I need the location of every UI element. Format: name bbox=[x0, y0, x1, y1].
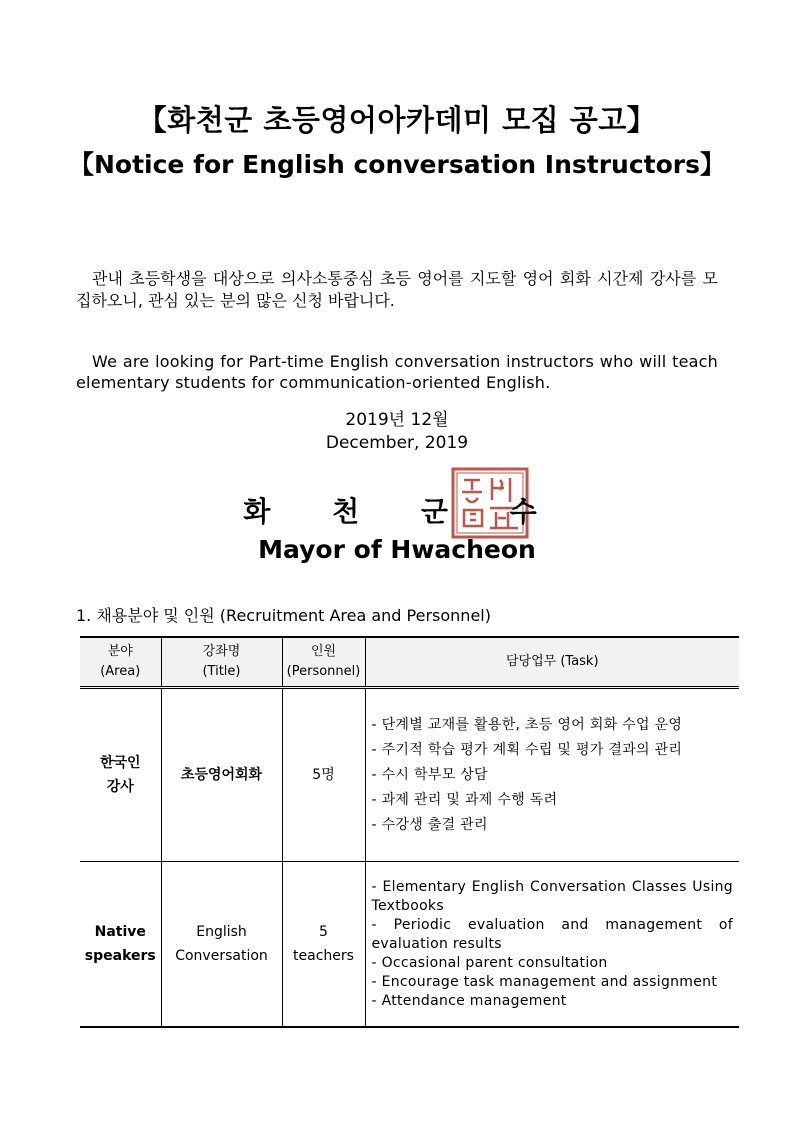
task-item: - 주기적 학습 평가 계획 수립 및 평가 결과의 관리 bbox=[371, 741, 683, 758]
issuer-korean: 화 천 군 수 bbox=[243, 495, 563, 528]
cell-personnel-line: 5명 bbox=[312, 767, 335, 783]
task-item: - Encourage task management and assignment bbox=[371, 973, 718, 990]
cell-tasks bbox=[365, 862, 739, 1028]
task-item: - 과제 관리 및 과제 수행 독려 bbox=[371, 791, 558, 808]
cell-area-line: speakers bbox=[84, 948, 156, 964]
column-header-title-ko: 강좌명 bbox=[202, 644, 241, 659]
column-header-area-en: (Area) bbox=[100, 664, 141, 679]
task-item: - 수시 학부모 상담 bbox=[371, 766, 488, 783]
date-korean: 2019년 12월 bbox=[345, 410, 449, 430]
title-english: 【Notice for English conversation Instructors】 bbox=[68, 150, 725, 179]
cell-tasks bbox=[365, 688, 739, 862]
issuer-english: Mayor of Hwacheon bbox=[258, 535, 536, 564]
table-header-row bbox=[80, 637, 739, 688]
date-english: December, 2019 bbox=[325, 433, 469, 453]
task-item: - 단계별 교재를 활용한, 초등 영어 회화 수업 운영 bbox=[371, 716, 683, 733]
cell-title bbox=[161, 688, 282, 862]
column-header-personnel-ko: 인원 bbox=[310, 644, 337, 659]
cell-area bbox=[80, 688, 161, 862]
cell-personnel bbox=[282, 862, 365, 1028]
cell-personnel-line: teachers bbox=[293, 948, 354, 964]
column-header-title bbox=[161, 637, 282, 688]
cell-area bbox=[80, 862, 161, 1028]
section-heading: 1. 채용분야 및 인원 (Recruitment Area and Personnel) bbox=[76, 606, 491, 625]
intro-paragraph-korean: 관내 초등학생을 대상으로 의사소통중심 초등 영어를 지도할 영어 회화 시간제 강사를 모집하오니, 관심 있는 분의 많은 신청 바랍니다. bbox=[76, 269, 718, 310]
column-header-title-en: (Title) bbox=[202, 664, 241, 679]
table-row bbox=[80, 862, 739, 1028]
column-header-area-ko: 분야 bbox=[107, 644, 133, 659]
table-row bbox=[80, 688, 739, 862]
column-header-task-label: 담당업무 (Task) bbox=[505, 654, 599, 669]
cell-area-line: Native bbox=[94, 924, 146, 940]
cell-area-line: 한국인 bbox=[99, 755, 141, 771]
intro-paragraph-english: We are looking for Part-time English conversation instructors who will teach elementary students for communication-oriented English. bbox=[76, 352, 718, 392]
task-item: - Elementary English Conversation Classes Using Textbooks bbox=[371, 878, 733, 914]
column-header-personnel bbox=[282, 637, 365, 688]
cell-personnel bbox=[282, 688, 365, 862]
recruitment-table bbox=[80, 636, 739, 1028]
cell-title-line: English bbox=[196, 924, 247, 940]
task-item: - Occasional parent consultation bbox=[371, 954, 608, 971]
cell-area-line: 강사 bbox=[106, 779, 134, 795]
task-item: - Periodic evaluation and management of evaluation results bbox=[371, 916, 733, 952]
cell-title-line: 초등영어회화 bbox=[180, 767, 263, 783]
cell-title bbox=[161, 862, 282, 1028]
column-header-task bbox=[365, 637, 739, 688]
task-item: - 수강생 출결 관리 bbox=[371, 816, 488, 833]
cell-personnel-line: 5 bbox=[319, 924, 328, 940]
column-header-area bbox=[80, 637, 161, 688]
column-header-personnel-en: (Personnel) bbox=[286, 664, 361, 679]
task-item: - Attendance management bbox=[371, 992, 567, 1009]
cell-title-line: Conversation bbox=[175, 948, 268, 964]
title-korean: 【화천군 초등영어아카데미 모집 공고】 bbox=[137, 103, 657, 137]
